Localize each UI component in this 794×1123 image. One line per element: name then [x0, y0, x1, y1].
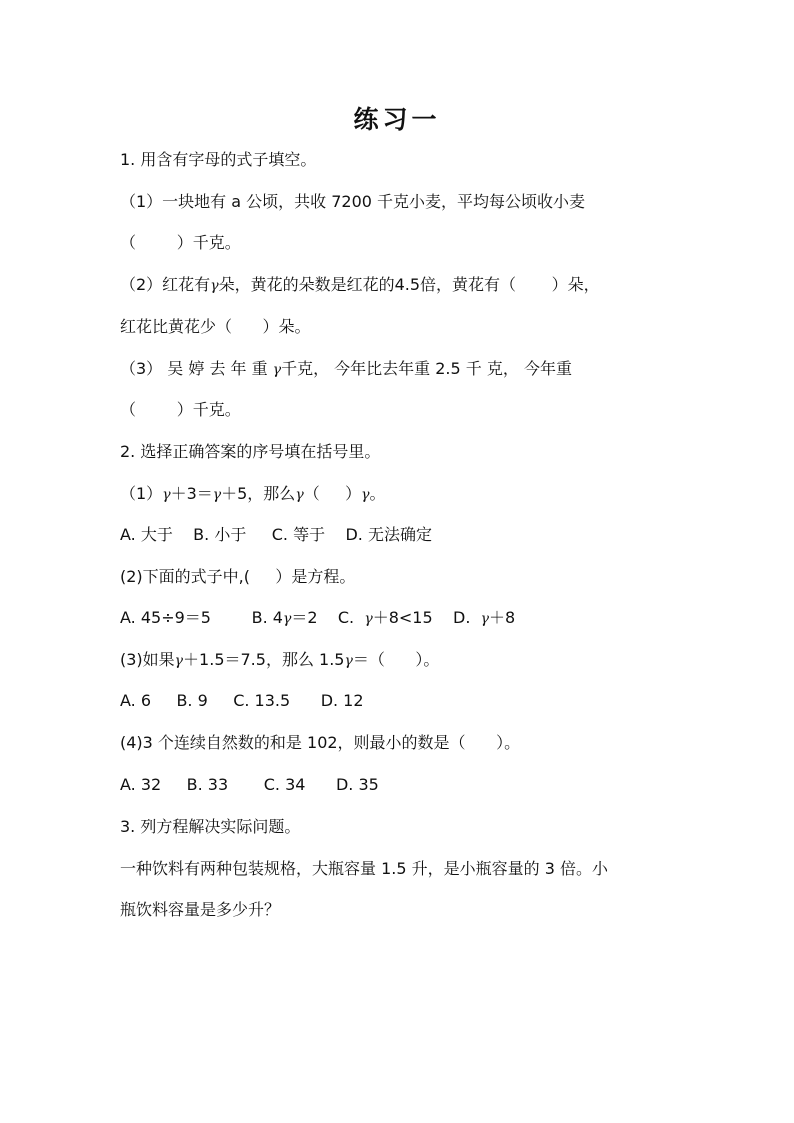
q2-sub2-question: (2)下面的式子中,( ）是方程。 — [120, 567, 356, 586]
text: ＝2 C. — [291, 608, 365, 627]
variable-symbol: γ — [272, 362, 282, 378]
q1-part1-line2: （ ）千克。 — [120, 233, 241, 252]
q3-problem-line1: 一种饮料有两种包装规格，大瓶容量 1.5 升，是小瓶容量的 3 倍。小 — [120, 859, 608, 878]
q1-part3-line2: （ ）千克。 — [120, 400, 241, 419]
variable-symbol: γ — [480, 611, 489, 627]
q1-heading: 1. 用含有字母的式子填空。 — [120, 150, 317, 169]
q2-sub2-options — [120, 606, 515, 631]
text: 朵，黄花的朵数是红花的4.5倍，黄花有（ ）朵， — [218, 275, 600, 294]
variable-symbol: γ — [174, 653, 184, 669]
text: （1） — [120, 484, 163, 503]
q3-problem-line2: 瓶饮料容量是多少升？ — [120, 900, 281, 919]
variable-symbol: γ — [162, 487, 171, 503]
page-title: 练习一 — [353, 105, 441, 134]
text: A. 45÷9＝5 B. 4 — [120, 608, 283, 627]
text: ＋3＝ — [170, 484, 213, 503]
q1-part3-line1 — [120, 357, 572, 382]
q1-part1-line1: （1）一块地有 a 公顷，共收 7200 千克小麦，平均每公顷收小麦 — [120, 192, 586, 211]
variable-symbol: γ — [364, 611, 373, 627]
q2-sub1-options: A. 大于 B. 小于 C. 等于 D. 无法确定 — [120, 525, 432, 544]
q1-part2-line2: 红花比黄花少（ ）朵。 — [120, 317, 311, 336]
text: （2）红花有 — [120, 275, 211, 294]
text: ＝（ ）。 — [352, 650, 440, 669]
text: ＋8<15 D. — [372, 608, 481, 627]
text: （3） 吴 婷 去 年 重 — [120, 359, 273, 378]
q2-heading: 2. 选择正确答案的序号填在括号里。 — [120, 442, 381, 461]
text: ＋5，那么 — [221, 484, 296, 503]
q2-sub4-options: A. 32 B. 33 C. 34 D. 35 — [120, 775, 379, 794]
q2-sub4-question: (4)3 个连续自然数的和是 102，则最小的数是（ ）。 — [120, 733, 521, 752]
text: （ ） — [303, 484, 362, 503]
text: (3)如果 — [120, 650, 175, 669]
q2-sub3-question — [120, 648, 439, 673]
text: ＋8 — [488, 608, 516, 627]
q2-sub1-question — [120, 482, 386, 507]
text: 。 — [369, 484, 386, 503]
q3-heading: 3. 列方程解决实际问题。 — [120, 817, 301, 836]
variable-symbol: γ — [361, 487, 370, 503]
q2-sub3-options: A. 6 B. 9 C. 13.5 D. 12 — [120, 691, 364, 710]
variable-symbol: γ — [282, 611, 292, 627]
text: ＋1.5＝7.5，那么 1.5 — [183, 650, 345, 669]
variable-symbol: γ — [344, 653, 353, 669]
q1-part2-line1 — [120, 273, 600, 298]
variable-symbol: γ — [295, 487, 304, 503]
variable-symbol: γ — [210, 278, 219, 294]
text: 千克， 今年比去年重 2.5 千 克， 今年重 — [281, 359, 572, 378]
variable-symbol: γ — [212, 487, 222, 503]
